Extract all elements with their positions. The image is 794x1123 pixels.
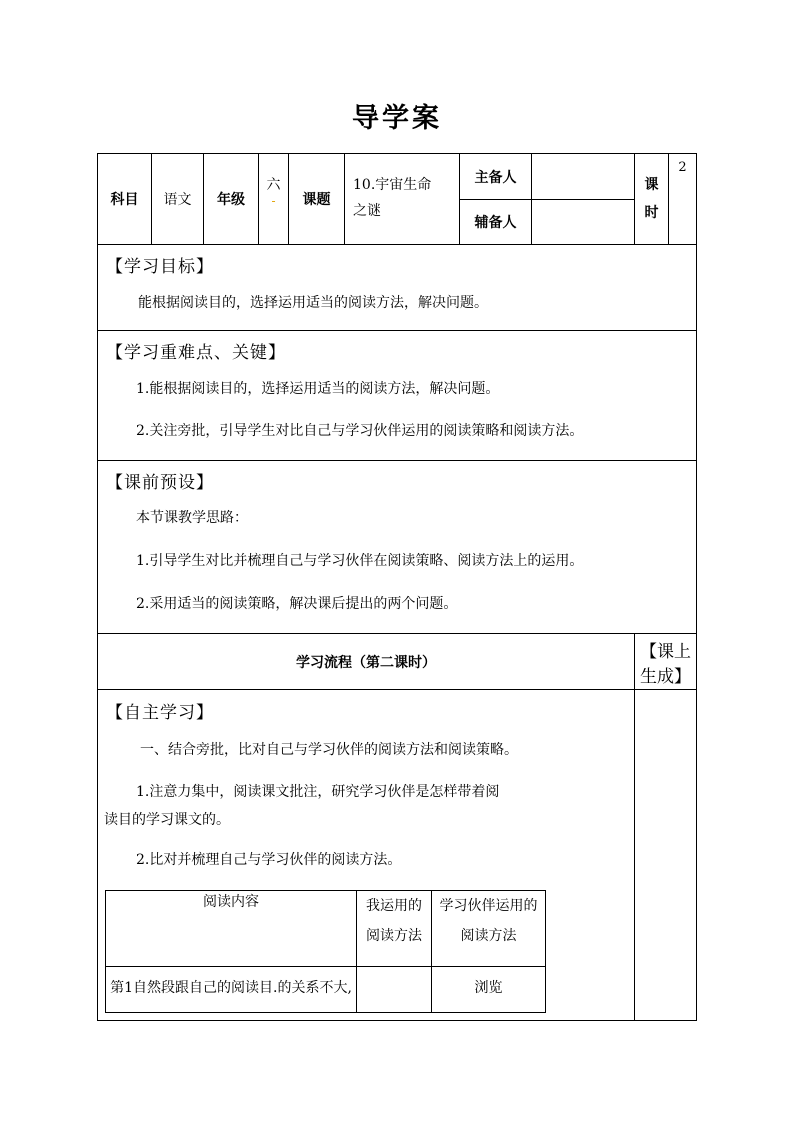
topic-value	[345, 154, 460, 245]
self-study-section	[98, 690, 635, 1021]
col-partner-header-1: 学习伙伴运用的	[439, 898, 538, 914]
topic-value-line1: 10.宇宙生命	[353, 177, 432, 193]
self-study-line: 2.比对并梳理自己与学习伙伴的阅读方法。	[136, 852, 402, 868]
key-point-item: 1.能根据阅读目的，选择运用适当的阅读方法，解决问题。	[136, 381, 500, 397]
preset-title: 【课前预设】	[106, 473, 214, 493]
grade-cell	[259, 154, 289, 245]
row-mine	[357, 967, 432, 1013]
preparer-value	[532, 154, 635, 200]
col-partner-header	[432, 891, 546, 967]
key-point-item: 2.关注旁批，引导学生对比自己与学习伙伴运用的阅读策略和阅读方法。	[136, 423, 584, 439]
self-study-line: 1.注意力集中，阅读课文批注，研究学习伙伴是怎样带着阅	[136, 784, 500, 800]
col-content-header: 阅读内容	[106, 891, 357, 967]
self-study-line: 一、结合旁批，比对自己与学习伙伴的阅读方法和阅读策略。	[140, 742, 518, 758]
row-partner: 浏览	[432, 967, 546, 1013]
periods-label	[635, 154, 669, 245]
objective-item: 能根据阅读目的，选择运用适当的阅读方法，解决问题。	[138, 295, 488, 311]
topic-value-line2: 之谜	[353, 203, 381, 219]
topic-label: 课题	[289, 154, 345, 245]
grade-value: 六	[266, 177, 281, 193]
preparer-label: 主备人	[460, 154, 532, 200]
col-mine-header	[357, 891, 432, 967]
col-partner-header-2: 阅读方法	[460, 928, 517, 944]
preset-section	[98, 461, 697, 634]
self-study-title: 【自主学习】	[106, 703, 214, 723]
col-mine-header-1: 我运用的	[366, 898, 422, 914]
grade-mark: -	[271, 194, 276, 208]
side-header: 【课上生成】	[635, 634, 697, 690]
subject-value: 语文	[152, 154, 204, 245]
lesson-plan-table	[97, 153, 697, 1021]
periods-label-1: 课	[644, 177, 659, 193]
assistant-value	[532, 200, 635, 245]
preset-item: 本节课教学思路：	[136, 510, 248, 526]
grade-label: 年级	[204, 154, 259, 245]
periods-label-2: 时	[644, 205, 659, 221]
table-row	[106, 967, 546, 1013]
page-title: 导学案	[352, 103, 442, 134]
key-points-title: 【学习重难点、关键】	[106, 343, 286, 363]
objectives-section	[98, 245, 697, 331]
periods-value: 2	[669, 154, 697, 245]
subject-label: 科目	[98, 154, 152, 245]
assistant-label: 辅备人	[460, 200, 532, 245]
key-points-section	[98, 331, 697, 461]
process-header: 学习流程（第二课时）	[98, 634, 635, 690]
preset-item: 1.引导学生对比并梳理自己与学习伙伴在阅读策略、阅读方法上的运用。	[136, 553, 584, 569]
col-mine-header-2: 阅读方法	[366, 928, 422, 944]
row-content: 第1自然段跟自己的阅读目.的关系不大,	[106, 967, 357, 1013]
self-study-line: 读目的学习课文的。	[104, 812, 230, 828]
reading-method-table	[105, 890, 546, 1013]
class-notes-area	[635, 690, 697, 1021]
preset-item: 2.采用适当的阅读策略，解决课后提出的两个问题。	[136, 596, 458, 612]
objectives-title: 【学习目标】	[106, 257, 214, 277]
